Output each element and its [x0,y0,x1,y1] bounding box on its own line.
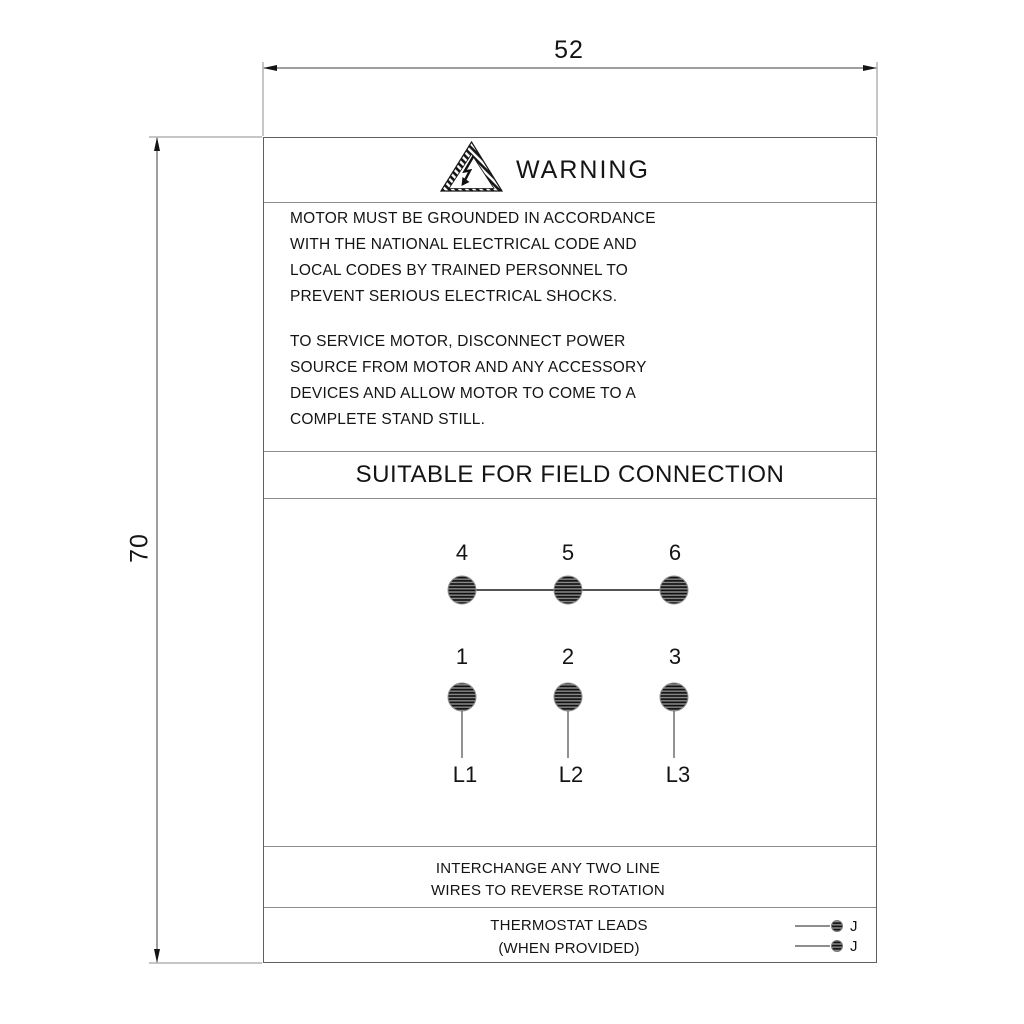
terminal-label-1: 1 [455,644,469,669]
section-field-connection-banner [264,451,876,498]
warning-title: WARNING [516,156,650,184]
field-connection-banner-text: SUITABLE FOR FIELD CONNECTION [355,461,785,488]
grounding-paragraph [290,206,656,310]
terminal-label-3: 3 [668,644,682,669]
height-dimension-value: 70 [125,533,154,563]
service-paragraph-line: COMPLETE STAND STILL. [290,411,486,428]
line-lead-label-l3: L3 [665,762,691,787]
thermostat-lead-label-j1: J [850,918,858,935]
interchange-note-line: INTERCHANGE ANY TWO LINE [435,860,661,877]
thermostat-lead-label-j2: J [850,938,858,955]
thermostat-note-line: THERMOSTAT LEADS [490,917,648,934]
line-lead-label-l1: L1 [452,762,478,787]
width-dimension [263,62,877,136]
grounding-paragraph-line: PREVENT SERIOUS ELECTRICAL SHOCKS. [290,288,618,305]
terminal-label-4: 4 [455,540,469,565]
width-dimension-value: 52 [554,36,584,64]
terminal-label-6: 6 [668,540,682,565]
height-dimension-arrow-top [154,137,160,151]
width-dimension-arrow-right [863,65,877,71]
grounding-paragraph-line: WITH THE NATIONAL ELECTRICAL CODE AND [290,236,637,253]
service-paragraph-line: SOURCE FROM MOTOR AND ANY ACCESSORY [290,359,647,376]
thermostat-note-line: (WHEN PROVIDED) [498,940,640,957]
service-paragraph-line: DEVICES AND ALLOW MOTOR TO COME TO A [290,385,636,402]
height-dimension [149,137,262,963]
grounding-paragraph-line: LOCAL CODES BY TRAINED PERSONNEL TO [290,262,629,279]
service-paragraph-line: TO SERVICE MOTOR, DISCONNECT POWER [290,333,626,350]
line-lead-label-l2: L2 [558,762,584,787]
thermostat-note [263,914,875,960]
interchange-note-line: WIRES TO REVERSE ROTATION [431,882,665,899]
width-dimension-arrow-left [263,65,277,71]
terminal-label-2: 2 [561,644,575,669]
service-paragraph [290,329,647,433]
terminal-label-5: 5 [561,540,575,565]
interchange-note [263,858,833,902]
grounding-paragraph-line: MOTOR MUST BE GROUNDED IN ACCORDANCE [290,210,656,227]
height-dimension-arrow-bottom [154,949,160,963]
